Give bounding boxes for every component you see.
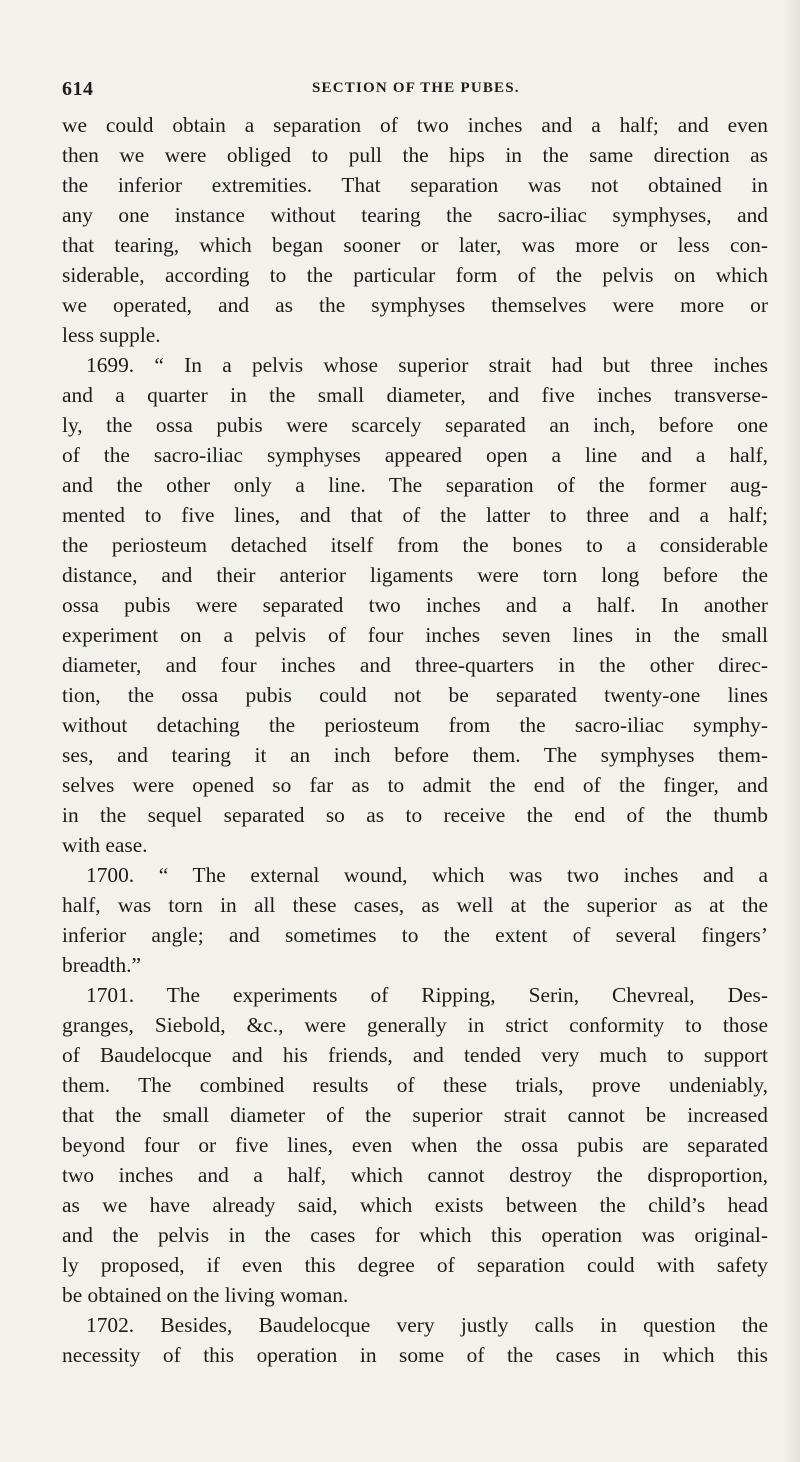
body-text bbox=[62, 110, 768, 1370]
text-line: we operated, and as the symphyses themselves were more or bbox=[62, 293, 768, 317]
text-line: of the sacro-iliac symphyses appeared open a line and a half, bbox=[62, 443, 768, 467]
text-line: less supple. bbox=[62, 323, 161, 347]
text-line: in the sequel separated so as to receive the end of the thumb bbox=[62, 803, 768, 827]
text-line: half, was torn in all these cases, as well at the superior as at the bbox=[62, 893, 768, 917]
text-line: then we were obliged to pull the hips in the same direction as bbox=[62, 143, 768, 167]
text-line: with ease. bbox=[62, 833, 148, 857]
paragraph-1702-start: 1702. Besides, Baudelocque very justly calls in question the bbox=[86, 1313, 768, 1337]
text-line: ossa pubis were separated two inches and a half. In another bbox=[62, 593, 768, 617]
running-head: SECTION OF THE PUBES. bbox=[312, 80, 520, 96]
text-line: ses, and tearing it an inch before them. The symphyses them- bbox=[62, 743, 768, 767]
text-line: without detaching the periosteum from the sacro-iliac symphy- bbox=[62, 713, 768, 737]
text-line: any one instance without tearing the sacro-iliac symphyses, and bbox=[62, 203, 768, 227]
paragraph-1701-start: 1701. The experiments of Ripping, Serin, Chevreal, Des- bbox=[86, 983, 768, 1007]
text-line: and the other only a line. The separation of the former aug- bbox=[62, 473, 768, 497]
text-line: them. The combined results of these trials, prove undeniably, bbox=[62, 1073, 768, 1097]
text-line: diameter, and four inches and three-quarters in the other direc- bbox=[62, 653, 768, 677]
text-line: and the pelvis in the cases for which this operation was original- bbox=[62, 1223, 768, 1247]
text-line: siderable, according to the particular form of the pelvis on which bbox=[62, 263, 768, 287]
text-line: ly proposed, if even this degree of separation could with safety bbox=[62, 1253, 768, 1277]
text-line: inferior angle; and sometimes to the extent of several fingers’ bbox=[62, 923, 768, 947]
text-line: breadth.” bbox=[62, 953, 141, 977]
text-line: tion, the ossa pubis could not be separated twenty-one lines bbox=[62, 683, 768, 707]
paragraph-1700-start: 1700. “ The external wound, which was two inches and a bbox=[86, 863, 768, 887]
text-line: beyond four or five lines, even when the ossa pubis are separated bbox=[62, 1133, 768, 1157]
text-line: and a quarter in the small diameter, and five inches transverse- bbox=[62, 383, 768, 407]
text-line: be obtained on the living woman. bbox=[62, 1283, 349, 1307]
text-line: experiment on a pelvis of four inches seven lines in the small bbox=[62, 623, 768, 647]
paragraph-1699-start: 1699. “ In a pelvis whose superior strait had but three inches bbox=[86, 353, 768, 377]
text-line: that the small diameter of the superior strait cannot be increased bbox=[62, 1103, 768, 1127]
page-edge-shadow bbox=[782, 0, 800, 1462]
text-line: as we have already said, which exists between the child’s head bbox=[62, 1193, 768, 1217]
text-line: two inches and a half, which cannot destroy the disproportion, bbox=[62, 1163, 768, 1187]
text-line: of Baudelocque and his friends, and tended very much to support bbox=[62, 1043, 768, 1067]
text-line: the inferior extremities. That separation was not obtained in bbox=[62, 173, 768, 197]
text-line: we could obtain a separation of two inches and a half; and even bbox=[62, 113, 768, 137]
text-line: granges, Siebold, &c., were generally in strict conformity to those bbox=[62, 1013, 768, 1037]
text-line: that tearing, which began sooner or later, was more or less con- bbox=[62, 233, 768, 257]
text-line: ly, the ossa pubis were scarcely separated an inch, before one bbox=[62, 413, 768, 437]
text-line: mented to five lines, and that of the latter to three and a half; bbox=[62, 503, 768, 527]
text-line: selves were opened so far as to admit the end of the finger, and bbox=[62, 773, 768, 797]
page-header bbox=[62, 78, 762, 102]
page-number: 614 bbox=[62, 78, 94, 100]
text-line: distance, and their anterior ligaments were torn long before the bbox=[62, 563, 768, 587]
text-line: the periosteum detached itself from the bones to a considerable bbox=[62, 533, 768, 557]
text-line: necessity of this operation in some of the cases in which this bbox=[62, 1343, 768, 1367]
